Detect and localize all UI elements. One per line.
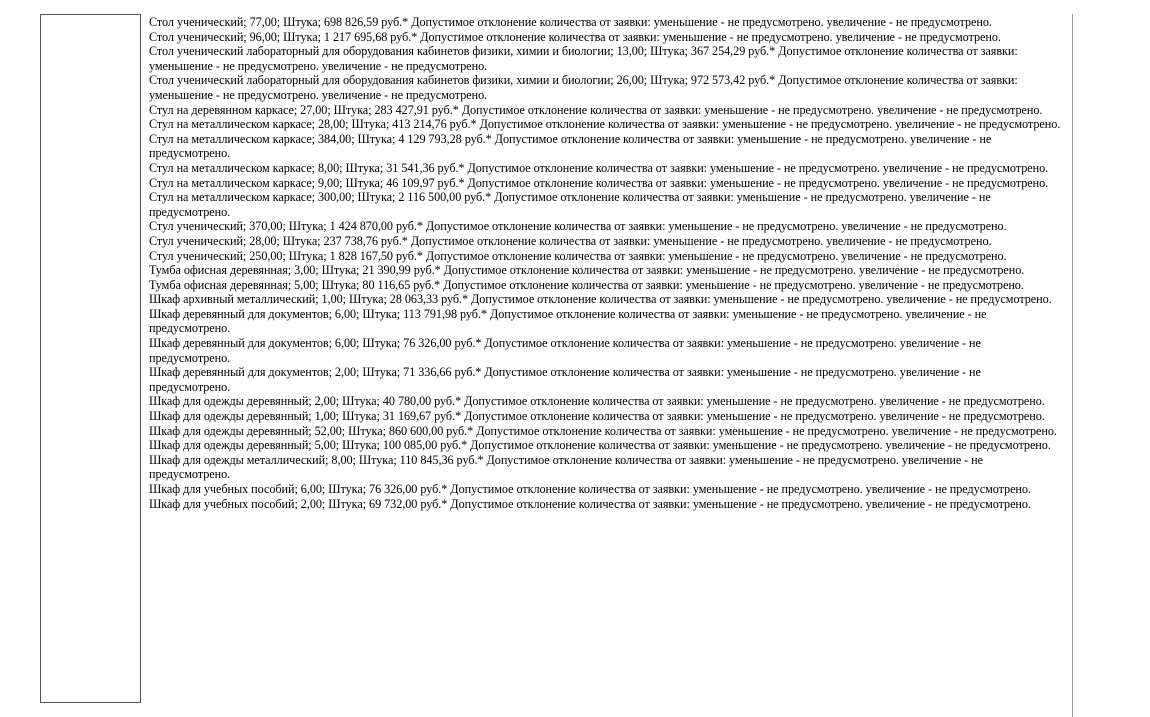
- list-item: Шкаф для учебных пособий; 2,00; Штука; 69 732,00 руб.* Допустимое отклонение количества от заявки: уменьшение - не предусмотрено. увеличение - не предусмотрено.: [149, 496, 1031, 511]
- list-item: Стул ученический; 250,00; Штука; 1 828 167,50 руб.* Допустимое отклонение количества от заявки: уменьшение - не предусмотрено. увеличение - не предусмотрено.: [149, 248, 1007, 263]
- list-item: Стол ученический; 96,00; Штука; 1 217 695,68 руб.* Допустимое отклонение количества от заявки: уменьшение - не предусмотрено. увеличение - не предусмотрено.: [149, 29, 1001, 44]
- list-item: Шкаф для одежды деревянный; 5,00; Штука; 100 085,00 руб.* Допустимое отклонение количества от заявки: уменьшение - не предусмотрено. увеличение - не предусмотрено.: [149, 438, 1051, 453]
- list-item: Шкаф для учебных пособий; 6,00; Штука; 76 326,00 руб.* Допустимое отклонение количества от заявки: уменьшение - не предусмотрено. увеличение - не предусмотрено.: [149, 482, 1031, 496]
- list-item: Стул на металлическом каркасе; 28,00; Штука; 413 214,76 руб.* Допустимое отклонение количества от заявки: уменьшение - не предусмотрено. увеличение - не предусмотрено.: [149, 117, 1061, 132]
- list-item: Шкаф архивный металлический; 1,00; Штука; 28 063,33 руб.* Допустимое отклонение количества от заявки: уменьшение - не предусмотрено. увеличение - не предусмотрено.: [149, 292, 1052, 307]
- list-item: Стол ученический лабораторный для оборудования кабинетов физики, химии и биологии; 26,00; Штука; 972 573,42 руб.* Допустимое отклонение количества от заявки: уменьшение - не предусмотрено. увеличение - не предусмотрено.: [149, 73, 1018, 102]
- list-item: Стул на металлическом каркасе; 8,00; Штука; 31 541,36 руб.* Допустимое отклонение количества от заявки: уменьшение - не предусмотрено. увеличение - не предусмотрено.: [149, 160, 1049, 175]
- list-item: Стул на металлическом каркасе; 9,00; Штука; 46 109,97 руб.* Допустимое отклонение количества от заявки: уменьшение - не предусмотрено. увеличение - не предусмотрено.: [149, 175, 1049, 190]
- list-item: Тумба офисная деревянная; 5,00; Штука; 80 116,65 руб.* Допустимое отклонение количества от заявки: уменьшение - не предусмотрено. увеличение - не предусмотрено.: [149, 277, 1024, 292]
- list-item: Шкаф для одежды деревянный; 52,00; Штука; 860 600,00 руб.* Допустимое отклонение количества от заявки: уменьшение - не предусмотрено. увеличение - не предусмотрено.: [149, 423, 1057, 438]
- list-item: Шкаф деревянный для документов; 2,00; Штука; 71 336,66 руб.* Допустимое отклонение количества от заявки: уменьшение - не предусмотрено. увеличение - не предусмотрено.: [149, 365, 981, 394]
- list-item: Шкаф для одежды металлический; 8,00; Штука; 110 845,36 руб.* Допустимое отклонение количества от заявки: уменьшение - не предусмотрено. увеличение - не предусмотрено.: [149, 452, 984, 482]
- list-item: Стул на деревянном каркасе; 27,00; Штука; 283 427,91 руб.* Допустимое отклонение количества от заявки: уменьшение - не предусмотрено. увеличение - не предусмотрено.: [149, 102, 1043, 117]
- list-item: Тумба офисная деревянная; 3,00; Штука; 21 390,99 руб.* Допустимое отклонение количества от заявки: уменьшение - не предусмотрено. увеличение - не предусмотрено.: [149, 263, 1025, 278]
- list-item: Шкаф для одежды деревянный; 2,00; Штука; 40 780,00 руб.* Допустимое отклонение количества от заявки: уменьшение - не предусмотрено. увеличение - не предусмотрено.: [149, 394, 1045, 409]
- list-item: Стул ученический; 370,00; Штука; 1 424 870,00 руб.* Допустимое отклонение количества от заявки: уменьшение - не предусмотрено. увеличение - не предусмотрено.: [149, 219, 1007, 234]
- list-item: Шкаф деревянный для документов; 6,00; Штука; 76 326,00 руб.* Допустимое отклонение количества от заявки: уменьшение - не предусмотрено. увеличение - не предусмотрено.: [149, 336, 981, 365]
- list-item: Стул на металлическом каркасе; 300,00; Штука; 2 116 500,00 руб.* Допустимое отклонение количества от заявки: уменьшение - не предусмотрено. увеличение - не предусмотрено.: [149, 190, 991, 219]
- list-item: Стул ученический; 28,00; Штука; 237 738,76 руб.* Допустимое отклонение количества от заявки: уменьшение - не предусмотрено. увеличение - не предусмотрено.: [149, 233, 992, 248]
- list-item: Шкаф для одежды деревянный; 1,00; Штука; 31 169,67 руб.* Допустимое отклонение количества от заявки: уменьшение - не предусмотрено. увеличение - не предусмотрено.: [149, 409, 1045, 424]
- list-item: Стул на металлическом каркасе; 384,00; Штука; 4 129 793,28 руб.* Допустимое отклонение количества от заявки: уменьшение - не предусмотрено. увеличение - не предусмотрено.: [149, 131, 992, 161]
- list-item: Стол ученический лабораторный для оборудования кабинетов физики, химии и биологии; 13,00; Штука; 367 254,29 руб.* Допустимое отклонение количества от заявки: уменьшение - не предусмотрено. увеличение - не предусмотрено.: [149, 44, 1018, 73]
- table-left-cell: [40, 14, 141, 703]
- list-item: Шкаф деревянный для документов; 6,00; Штука; 113 791,98 руб.* Допустимое отклонение количества от заявки: уменьшение - не предусмотрено. увеличение - не предусмотрено.: [149, 306, 987, 336]
- table-right-border: [1072, 14, 1073, 717]
- item-list: [149, 15, 1064, 511]
- list-item: Стол ученический; 77,00; Штука; 698 826,59 руб.* Допустимое отклонение количества от заявки: уменьшение - не предусмотрено. увеличение - не предусмотрено.: [149, 15, 992, 29]
